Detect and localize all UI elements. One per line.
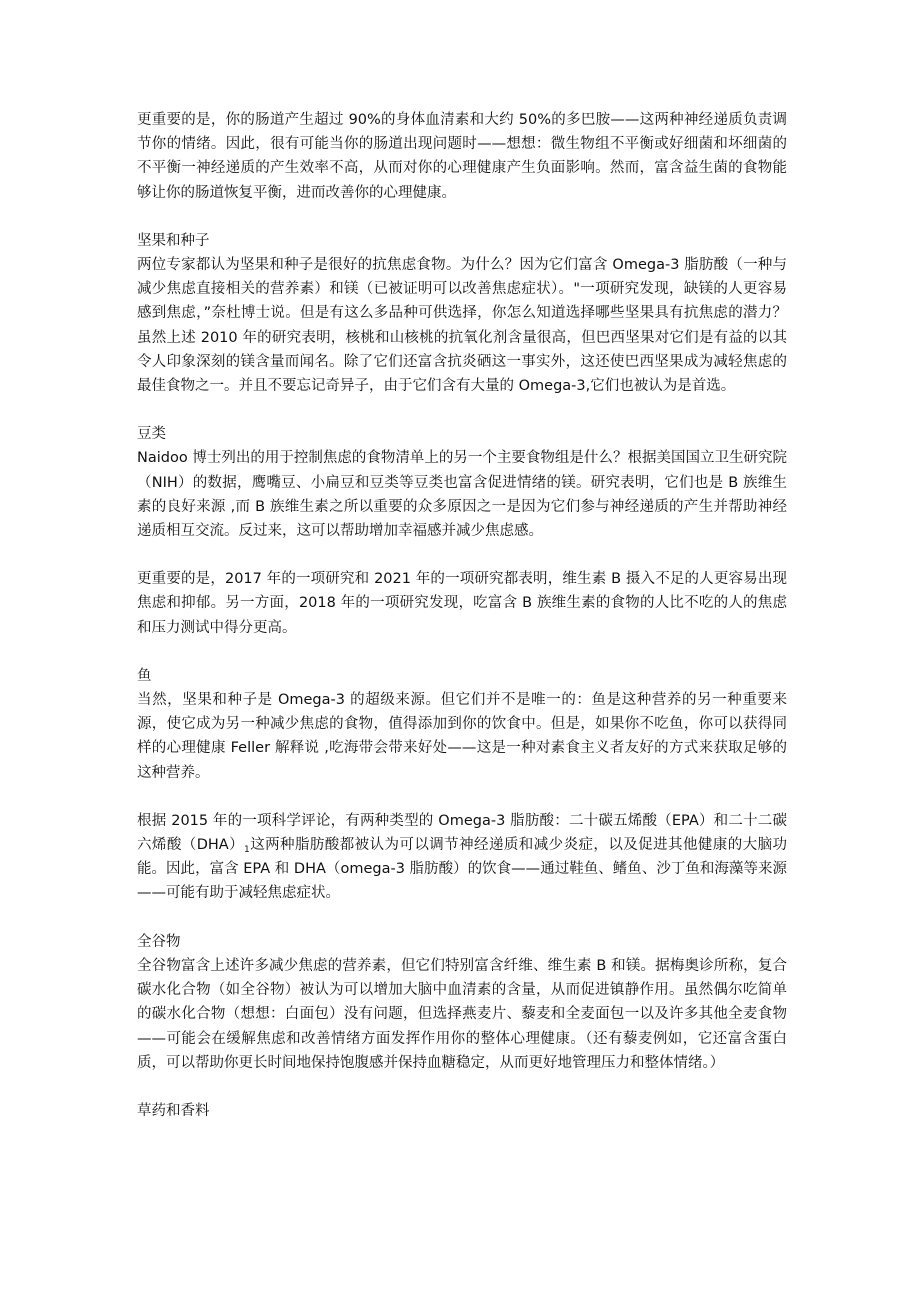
section-heading-grains: 全谷物: [137, 933, 181, 950]
document-page: [137, 108, 787, 1123]
section-body-grains: 全谷物富含上述许多减少焦虑的营养素，但它们特别富含纤维、维生素 B 和镁。据梅奥诊所称，复合碳水化合物（如全谷物）被认为可以增加大脑中血清素的含量，从而促进镇静作用。虽然偶尔吃简单的碳水化合物（想想：白面包）没有问题，但选择燕麦片、藜麦和全麦面包一以及许多其他全麦食物——可能会在缓解焦虑和改善情绪方面发挥作用你的整体心理健康。（还有藜麦例如，它还富含蛋白质，可以帮助你更长时间地保持饱腹感并保持血糖稳定，从而更好地管理压力和整体情绪。）: [137, 957, 787, 1071]
footnote-marker: 1: [244, 845, 250, 856]
section-heading-fish: 鱼: [137, 667, 152, 684]
section-heading-nuts: 坚果和种子: [137, 232, 210, 249]
fish-paragraph-2: [137, 809, 787, 906]
section-heading-beans: 豆类: [137, 426, 166, 443]
section-body-beans: Naidoo 博士列出的用于控制焦虑的食物清单上的另一个主要食物组是什么？根据美国国立卫生研究院（NIH）的数据，鹰嘴豆、小扁豆和豆类等豆类也富含促进情绪的镁。研究表明，它们也是 B 族维生素的良好来源 ,而 B 族维生素之所以重要的众多原因之一是因为它们参与神经递质的产生并帮助神经递质相互交流。反过来，这可以帮助增加幸福感并减少焦虑感。: [137, 450, 787, 540]
section-body-fish: 当然，坚果和种子是 Omega-3 的超级来源。但它们并不是唯一的：鱼是这种营养的另一种重要来源，使它成为另一种减少焦虑的食物，值得添加到你的饮食中。但是，如果你不吃鱼，你可以获得同样的心理健康 Feller 解释说 ,吃海带会带来好处——这是一种对素食主义者友好的方式来获取足够的这种营养。: [137, 692, 787, 781]
fish-paragraph-2-part-a: 根据 2015 年的一项科学评论，有两种类型的 Omega-3 脂肪酸：二十碳五烯酸（EPA）和二十二碳六烯酸（DHA）: [137, 812, 787, 854]
section-body-nuts: 两位专家都认为坚果和种子是很好的抗焦虑食物。为什么？因为它们富含 Omega-3 脂肪酸（一种与减少焦虑直接相关的营养素）和镁（已被证明可以改善焦虑症状）。"一项研究发现，缺镁的人更容易感到焦虑，”奈杜博士说。但是有这么多品种可供选择，你怎么知道选择哪些坚果具有抗焦虑的潜力？虽然上述 2010 年的研究表明，核桃和山核桃的抗氧化剂含量很高，但巴西坚果对它们是有益的以其令人印象深刻的镁含量而闻名。除了它们还富含抗炎硒这一事实外，这还使巴西坚果成为减轻焦虑的最佳食物之一。并且不要忘记奇异子，由于它们含有大量的 Omega-3,它们也被认为是首选。: [137, 257, 787, 395]
intro-paragraph: 更重要的是，你的肠道产生超过 90%的身体血清素和大约 50%的多巴胺——这两种神经递质负责调节你的情绪。因此，很有可能当你的肠道出现问题时——想想：微生物组不平衡或好细菌和坏细菌的不平衡一神经递质的产生效率不高，从而对你的心理健康产生负面影响。然而，富含益生菌的食物能够让你的肠道恢复平衡，进而改善你的心理健康。: [137, 112, 787, 201]
fish-paragraph-2-part-b: 这两种脂肪酸都被认为可以调节神经递质和减少炎症，以及促进其他健康的大脑功能。因此，富含 EPA 和 DHA（omega-3 脂肪酸）的饮食——通过鞋鱼、鳍鱼、沙丁鱼和海藻等来源——可能有助于减轻焦虑症状。: [137, 837, 787, 902]
section-heading-herbs: 草药和香料: [137, 1102, 210, 1119]
beans-paragraph-2: 更重要的是，2017 年的一项研究和 2021 年的一项研究都表明，维生素 B 摄入不足的人更容易出现焦虑和抑郁。另一方面，2018 年的一项研究发现，吃富含 B 族维生素的食物的人比不吃的人的焦虑和压力测试中得分更高。: [137, 571, 787, 636]
